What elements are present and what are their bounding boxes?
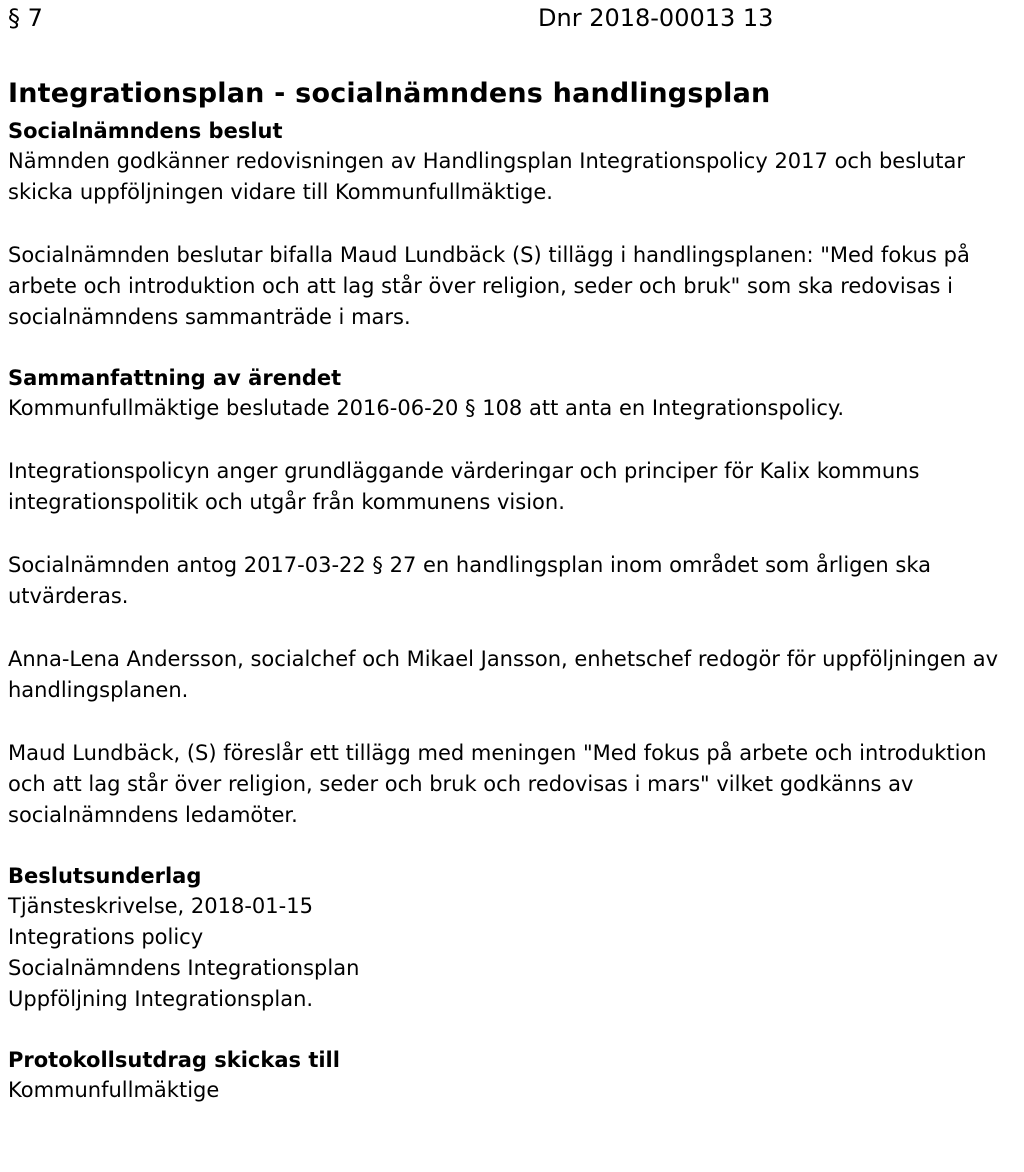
- summary-paragraph: Socialnämnden antog 2017-03-22 § 27 en handlingsplan inom området som årligen ska utvärderas.: [8, 553, 932, 608]
- decision-paragraph: Nämnden godkänner redovisningen av Handlingsplan Integrationspolicy 2017 och beslutar skicka uppföljningen vidare till Kommunfullmäktige.: [8, 149, 966, 204]
- summary-paragraph: Anna-Lena Andersson, socialchef och Mikael Jansson, enhetschef redogör för uppföljningen av handlingsplanen.: [8, 647, 999, 702]
- summary-paragraph: Kommunfullmäktige beslutade 2016-06-20 § 108 att anta en Integrationspolicy.: [8, 396, 845, 420]
- decision-heading: Socialnämndens beslut: [8, 119, 283, 143]
- distribution-heading: Protokollsutdrag skickas till: [8, 1048, 340, 1072]
- basis-heading: Beslutsunderlag: [8, 864, 202, 888]
- basis-item: Socialnämndens Integrationsplan: [8, 956, 360, 980]
- decision-paragraph: Socialnämnden beslutar bifalla Maud Lundbäck (S) tillägg i handlingsplanen: "Med fokus på arbete och introduktion och att lag står över religion, seder och bruk" som ska redovisas i socialnämndens sammanträde i mars.: [8, 243, 970, 329]
- decision-section: [8, 116, 1020, 333]
- document-header: [8, 0, 1020, 40]
- basis-item: Uppföljning Integrationsplan.: [8, 987, 314, 1011]
- basis-item: Tjänsteskrivelse, 2018-01-15: [8, 894, 313, 918]
- section-number: § 7: [8, 4, 43, 32]
- diary-number: Dnr 2018-00013 13: [538, 4, 774, 32]
- distribution-item: Kommunfullmäktige: [8, 1078, 220, 1102]
- basis-section: [8, 861, 1020, 1015]
- summary-paragraph: Integrationspolicyn anger grundläggande värderingar och principer för Kalix kommuns integrationspolitik och utgår från kommunens vision.: [8, 459, 920, 514]
- summary-paragraph: Maud Lundbäck, (S) föreslår ett tillägg med meningen "Med fokus på arbete och introduktion och att lag står över religion, seder och bruk och redovisas i mars" vilket godkänns av socialnämndens ledamöter.: [8, 741, 987, 827]
- basis-item: Integrations policy: [8, 925, 204, 949]
- summary-section: [8, 363, 1020, 831]
- page-title: Integrationsplan - socialnämndens handlingsplan: [8, 78, 771, 109]
- document-page: [8, 0, 1020, 1106]
- summary-heading: Sammanfattning av ärendet: [8, 366, 342, 390]
- distribution-section: [8, 1045, 1020, 1106]
